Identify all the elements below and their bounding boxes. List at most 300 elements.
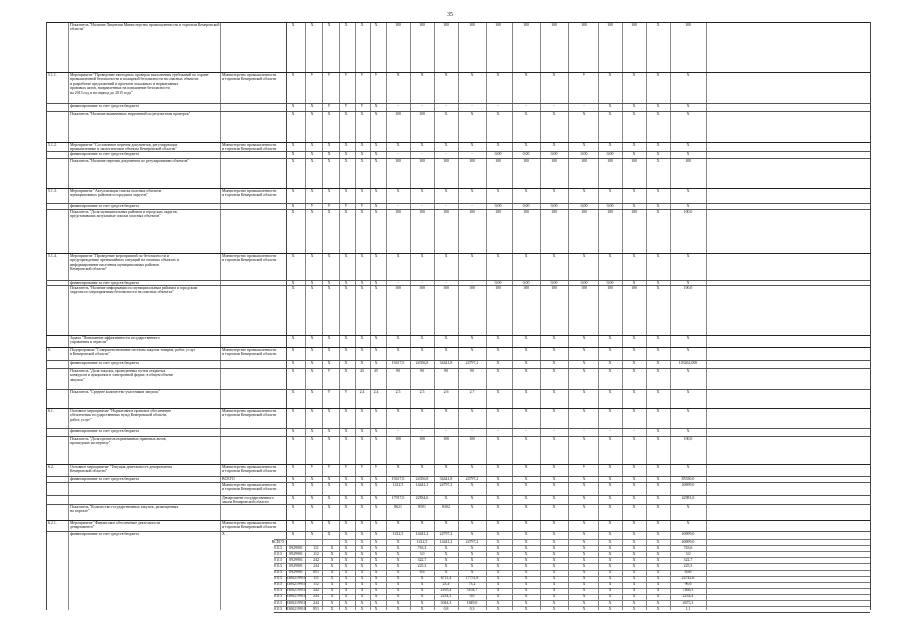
- budget-target-code: 0929901: [289, 545, 303, 550]
- row-value: X: [656, 286, 660, 290]
- row-value: 322,7: [683, 557, 693, 562]
- row-value: X: [310, 505, 314, 509]
- row-value: X: [552, 588, 556, 593]
- row-value: X: [344, 606, 348, 611]
- row-name: Задача "Повышение эффективности государственного управления в отрасли": [70, 336, 160, 345]
- row-value: X: [344, 361, 348, 365]
- budget-section: 0113: [274, 545, 282, 550]
- row-value: X: [608, 483, 612, 487]
- row-value: -: [421, 281, 423, 285]
- row-value: X: [470, 73, 474, 77]
- row-value: 0,00: [580, 152, 588, 156]
- row-value: X: [344, 143, 348, 147]
- row-value: X: [420, 594, 424, 599]
- row-value: -: [609, 429, 611, 433]
- row-value: 96,6: [684, 582, 692, 587]
- row-value: 45: [374, 369, 378, 373]
- row-value: X: [608, 594, 612, 599]
- row-value: X: [374, 281, 378, 285]
- row-value: X: [582, 437, 586, 441]
- row-value: X: [632, 143, 636, 147]
- row-value: X: [582, 189, 586, 193]
- table-row: [46, 482, 870, 495]
- row-value: X: [632, 563, 636, 568]
- row-value: 100: [607, 286, 613, 290]
- row-value: X: [310, 429, 314, 433]
- row-value: 100: [551, 210, 557, 214]
- row-value: X: [470, 521, 474, 525]
- table-row: [46, 253, 870, 280]
- row-value: X: [632, 254, 636, 258]
- row-value: X: [524, 189, 528, 193]
- row-value: 19417,0: [391, 477, 405, 481]
- row-value: 100: [443, 210, 449, 214]
- row-value: X: [327, 336, 331, 340]
- budget-expense-type: 242: [313, 588, 319, 593]
- row-value: X: [524, 505, 528, 509]
- row-value: X: [360, 505, 364, 509]
- row-value: 100: [581, 210, 587, 214]
- row-value: X: [552, 576, 556, 581]
- row-value: X: [656, 600, 660, 605]
- row-value: X: [496, 594, 500, 599]
- row-value: X: [608, 496, 612, 500]
- row-value: X: [632, 570, 636, 575]
- row-value: X: [374, 557, 378, 562]
- row-value: X: [552, 73, 556, 77]
- row-value: X: [608, 361, 612, 365]
- row-value: X: [582, 505, 586, 509]
- row-value: X: [656, 539, 660, 544]
- row-value: X: [444, 570, 448, 575]
- row-value: X: [496, 336, 500, 340]
- budget-section: ВСЕГО: [271, 539, 285, 544]
- row-value: X: [420, 73, 424, 77]
- row-value: X: [656, 496, 660, 500]
- row-value: X: [470, 143, 474, 147]
- row-value: X: [374, 361, 378, 365]
- row-value: X: [632, 465, 636, 469]
- row-value: -: [583, 429, 585, 433]
- row-value: 100: [523, 159, 529, 163]
- budget-section: 0113: [274, 594, 282, 599]
- row-value: У: [310, 465, 314, 469]
- row-name: Мероприятие "Проведение мероприятий по безопасности и предупреждению чрезвычайных ситуаций на опасных объектах и информирование населения муниципальных районов Кемеровской области": [70, 254, 179, 272]
- row-value: X: [291, 465, 295, 469]
- row-value: 85530,0: [681, 477, 695, 481]
- row-value: X: [656, 336, 660, 340]
- row-value: X: [524, 563, 528, 568]
- row-value: 5104,7: [466, 588, 478, 593]
- table-row: [46, 428, 870, 436]
- row-value: 14441,2: [439, 539, 453, 544]
- row-value: X: [656, 465, 660, 469]
- page-number: 35: [447, 12, 453, 18]
- row-value: X: [327, 477, 331, 481]
- row-value: 100: [495, 23, 501, 27]
- row-value: X: [470, 483, 474, 487]
- row-value: X: [310, 361, 314, 365]
- row-value: -: [471, 281, 473, 285]
- budget-flag: X: [330, 557, 334, 562]
- budget-flag: X: [330, 588, 334, 593]
- row-value: X: [524, 73, 528, 77]
- row-value: X: [686, 104, 690, 108]
- row-value: X: [552, 532, 556, 536]
- row-value: 8,60: [684, 570, 692, 575]
- budget-expense-type: 112: [313, 582, 319, 587]
- row-value: 322,7: [417, 557, 427, 562]
- row-value: X: [444, 563, 448, 568]
- row-value: X: [327, 521, 331, 525]
- row-value: X: [360, 409, 364, 413]
- row-value: X: [344, 112, 348, 116]
- row-value: X: [552, 189, 556, 193]
- row-value: 0,00: [522, 204, 530, 208]
- row-value: 1412,5: [392, 483, 404, 487]
- row-name: Показатель "Количество государственных закупок, размещенных на портале": [70, 505, 179, 514]
- row-value: -: [471, 152, 473, 156]
- row-value: X: [344, 210, 348, 214]
- row-value: X: [396, 576, 400, 581]
- row-value: X: [360, 143, 364, 147]
- row-value: X: [420, 588, 424, 593]
- row-value: 100: [443, 437, 449, 441]
- row-value: X: [327, 483, 331, 487]
- row-value: X: [396, 348, 400, 352]
- row-value: X: [360, 582, 364, 587]
- row-value: X: [420, 189, 424, 193]
- table-row: [46, 368, 870, 389]
- row-value: X: [496, 532, 500, 536]
- row-value: X: [608, 588, 612, 593]
- row-value: X: [632, 361, 636, 365]
- row-value: X: [608, 369, 612, 373]
- row-value: 100: [631, 286, 637, 290]
- row-value: 100: [495, 210, 501, 214]
- row-value: X: [632, 104, 636, 108]
- row-value: X: [608, 505, 612, 509]
- row-value: X: [552, 437, 556, 441]
- row-value: X: [582, 539, 586, 544]
- row-value: X: [327, 189, 331, 193]
- row-value: 3,0: [685, 551, 691, 556]
- row-value: X: [310, 477, 314, 481]
- row-value: X: [291, 254, 295, 258]
- row-value: X: [608, 570, 612, 575]
- table-row: [46, 504, 870, 520]
- row-value: X: [582, 606, 586, 611]
- row-name: Подпрограмма "Совершенствование системы закупок товаров, работ, услуг в Кемеровской области": [70, 348, 196, 357]
- row-value: X: [374, 606, 378, 611]
- row-value: X: [686, 152, 690, 156]
- budget-section: 0113: [274, 557, 282, 562]
- row-value: X: [632, 588, 636, 593]
- row-value: X: [396, 551, 400, 556]
- row-value: У: [327, 390, 331, 394]
- row-value: X: [327, 409, 331, 413]
- row-value: X: [291, 521, 295, 525]
- table-row: [46, 436, 870, 464]
- row-value: У: [344, 73, 348, 77]
- row-value: X: [360, 112, 364, 116]
- row-value: X: [496, 254, 500, 258]
- row-value: X: [291, 204, 295, 208]
- row-value: X: [552, 551, 556, 556]
- row-value: X: [632, 600, 636, 605]
- row-value: X: [444, 143, 448, 147]
- row-value: X: [444, 254, 448, 258]
- row-value: X: [374, 348, 378, 352]
- table-row: [46, 335, 870, 347]
- row-value: X: [396, 143, 400, 147]
- row-value: X: [524, 409, 528, 413]
- row-value: X: [656, 189, 660, 193]
- row-value: 0,00: [494, 152, 502, 156]
- row-value: X: [291, 409, 295, 413]
- row-value: X: [444, 73, 448, 77]
- row-value: X: [360, 521, 364, 525]
- row-value: У: [327, 369, 331, 373]
- row-value: X: [374, 551, 378, 556]
- row-value: X: [360, 189, 364, 193]
- row-value: У: [327, 73, 331, 77]
- table-row: [46, 22, 870, 72]
- row-value: X: [656, 505, 660, 509]
- row-value: 34441,8: [439, 477, 453, 481]
- row-value: X: [632, 409, 636, 413]
- row-value: X: [632, 545, 636, 550]
- row-value: 4675,3: [682, 600, 694, 605]
- row-value: X: [686, 143, 690, 147]
- row-value: X: [496, 477, 500, 481]
- row-value: X: [632, 281, 636, 285]
- row-value: X: [686, 521, 690, 525]
- row-value: 22834,6: [415, 496, 429, 500]
- row-value: 100: [469, 210, 475, 214]
- row-value: X: [470, 336, 474, 340]
- row-value: X: [420, 143, 424, 147]
- table-row: [46, 408, 870, 428]
- row-value: X: [686, 112, 690, 116]
- row-value: X: [632, 437, 636, 441]
- row-value: X: [374, 588, 378, 593]
- budget-target-code: 0929901: [289, 570, 303, 575]
- row-responsible: Министерство промышленности и торговли Кемеровской области: [222, 409, 277, 418]
- row-value: X: [420, 606, 424, 611]
- row-value: -: [583, 104, 585, 108]
- row-value: X: [656, 254, 660, 258]
- row-number: 6.2.: [48, 465, 54, 469]
- row-value: X: [310, 437, 314, 441]
- row-value: X: [524, 369, 528, 373]
- row-value: X: [552, 143, 556, 147]
- row-name: Показатель "Доля проектов нормативных правовых актов, прошедших экспертизу": [70, 437, 167, 446]
- row-value: X: [632, 390, 636, 394]
- row-value: X: [496, 361, 500, 365]
- row-value: X: [496, 557, 500, 562]
- row-value: -: [445, 204, 447, 208]
- row-value: 90: [444, 369, 448, 373]
- row-responsible: X: [222, 532, 225, 536]
- budget-flag: X: [330, 570, 334, 575]
- row-value: X: [632, 505, 636, 509]
- row-value: X: [291, 429, 295, 433]
- row-value: X: [344, 521, 348, 525]
- row-value: X: [608, 606, 612, 611]
- row-value: X: [524, 576, 528, 581]
- row-value: X: [420, 336, 424, 340]
- row-value: X: [582, 576, 586, 581]
- row-value: X: [524, 539, 528, 544]
- row-value: X: [374, 477, 378, 481]
- row-value: -: [553, 429, 555, 433]
- row-value: X: [374, 532, 378, 536]
- budget-target-code: 0300219910: [286, 588, 306, 593]
- row-value: X: [291, 112, 295, 116]
- row-value: 0,00: [550, 204, 558, 208]
- row-value: X: [552, 521, 556, 525]
- row-value: X: [524, 465, 528, 469]
- budget-section: 0113: [274, 570, 282, 575]
- row-value: X: [360, 576, 364, 581]
- row-value: X: [656, 570, 660, 575]
- budget-expense-type: 851: [313, 606, 319, 611]
- row-value: X: [396, 465, 400, 469]
- row-value: X: [396, 582, 400, 587]
- row-value: X: [360, 483, 364, 487]
- row-value: X: [344, 409, 348, 413]
- row-value: 0,3: [469, 606, 475, 611]
- row-value: X: [310, 286, 314, 290]
- row-name: Показатель "Наличие Лицензии Министерство промышленности и торговли Кемеровской области": [70, 23, 220, 32]
- row-value: 24797,2: [439, 483, 453, 487]
- row-value: X: [656, 545, 660, 550]
- row-value: X: [656, 594, 660, 599]
- row-value: X: [608, 576, 612, 581]
- row-value: 0,00: [606, 281, 614, 285]
- row-value: X: [496, 600, 500, 605]
- row-value: 100: [495, 286, 501, 290]
- row-value: X: [310, 210, 314, 214]
- row-value: X: [344, 348, 348, 352]
- row-responsible: ВСЕГО: [222, 477, 235, 481]
- row-value: 100: [395, 112, 401, 116]
- row-name: Мероприятие "Актуализация списка опасных объектов муниципальных районов и городских округов": [70, 189, 162, 198]
- row-value: -: [471, 104, 473, 108]
- row-value: 763,3: [417, 545, 427, 550]
- row-value: X: [360, 159, 364, 163]
- row-value: X: [552, 477, 556, 481]
- row-value: X: [360, 588, 364, 593]
- row-value: X: [608, 600, 612, 605]
- table-row: [46, 209, 870, 253]
- row-value: X: [582, 409, 586, 413]
- row-value: X: [632, 152, 636, 156]
- row-value: X: [344, 336, 348, 340]
- row-value: 14441,2: [415, 483, 429, 487]
- row-value: 225,3: [683, 563, 693, 568]
- row-value: 17751,8: [465, 576, 479, 581]
- row-value: X: [327, 286, 331, 290]
- row-value: X: [552, 112, 556, 116]
- row-value: X: [344, 582, 348, 587]
- row-value: X: [360, 361, 364, 365]
- row-value: 40699,0: [681, 539, 695, 544]
- row-value: X: [524, 361, 528, 365]
- row-value: X: [686, 505, 690, 509]
- row-value: X: [396, 73, 400, 77]
- row-value: -: [633, 429, 635, 433]
- row-value: X: [360, 551, 364, 556]
- row-name: Мероприятие "Проведение ежегодных проверок выполнения требований по охране промышленной безопасности и пожарной безопасности на опасных объектах и разработке предложений и проектов локальных и нормативных правовых актов, направленных на повышение безопасности на 2013 год и на период до 2015 года": [70, 73, 209, 95]
- row-value: У: [344, 104, 348, 108]
- row-value: X: [374, 505, 378, 509]
- row-value: X: [360, 539, 364, 544]
- row-value: 2,5: [395, 390, 401, 394]
- row-value: X: [470, 557, 474, 562]
- row-value: X: [582, 254, 586, 258]
- row-value: X: [374, 152, 378, 156]
- budget-target-code: 0300219910: [286, 606, 306, 611]
- row-value: X: [444, 496, 448, 500]
- row-value: X: [632, 189, 636, 193]
- row-value: X: [327, 152, 331, 156]
- row-value: X: [524, 600, 528, 605]
- row-value: -: [525, 104, 527, 108]
- row-value: X: [470, 545, 474, 550]
- row-value: 24797,2: [439, 532, 453, 536]
- row-value: 100: [523, 286, 529, 290]
- row-value: У: [360, 104, 364, 108]
- row-value: X: [656, 588, 660, 593]
- row-value: X: [374, 159, 378, 163]
- row-value: X: [291, 152, 295, 156]
- row-value: X: [444, 189, 448, 193]
- row-value: X: [496, 545, 500, 550]
- row-value: X: [470, 189, 474, 193]
- table-row: [46, 103, 870, 111]
- row-value: 0,0: [469, 594, 475, 599]
- row-value: 100: [395, 286, 401, 290]
- row-value: X: [608, 409, 612, 413]
- row-value: X: [344, 437, 348, 441]
- row-value: 100: [443, 286, 449, 290]
- row-value: 0,00: [494, 204, 502, 208]
- row-value: X: [656, 483, 660, 487]
- row-value: X: [396, 594, 400, 599]
- row-value: -: [471, 429, 473, 433]
- row-value: X: [656, 369, 660, 373]
- row-value: X: [360, 594, 364, 599]
- row-value: X: [524, 588, 528, 593]
- row-value: X: [524, 437, 528, 441]
- budget-expense-type: 111: [313, 576, 319, 581]
- row-value: X: [396, 539, 400, 544]
- row-name: Показатель "Наличие информации по муниципальным районам и городским округам по мероприятиям безопасности на опасных объектах": [70, 286, 198, 295]
- row-value: -: [445, 104, 447, 108]
- row-value: 100: [443, 159, 449, 163]
- row-value: X: [582, 361, 586, 365]
- row-value: 100: [419, 112, 425, 116]
- row-value: 2,4: [373, 390, 379, 394]
- row-value: X: [420, 576, 424, 581]
- row-value: X: [582, 588, 586, 593]
- budget-expense-type: 244: [313, 563, 319, 568]
- row-value: У: [310, 73, 314, 77]
- row-value: 2165,4: [440, 588, 452, 593]
- row-value: X: [632, 532, 636, 536]
